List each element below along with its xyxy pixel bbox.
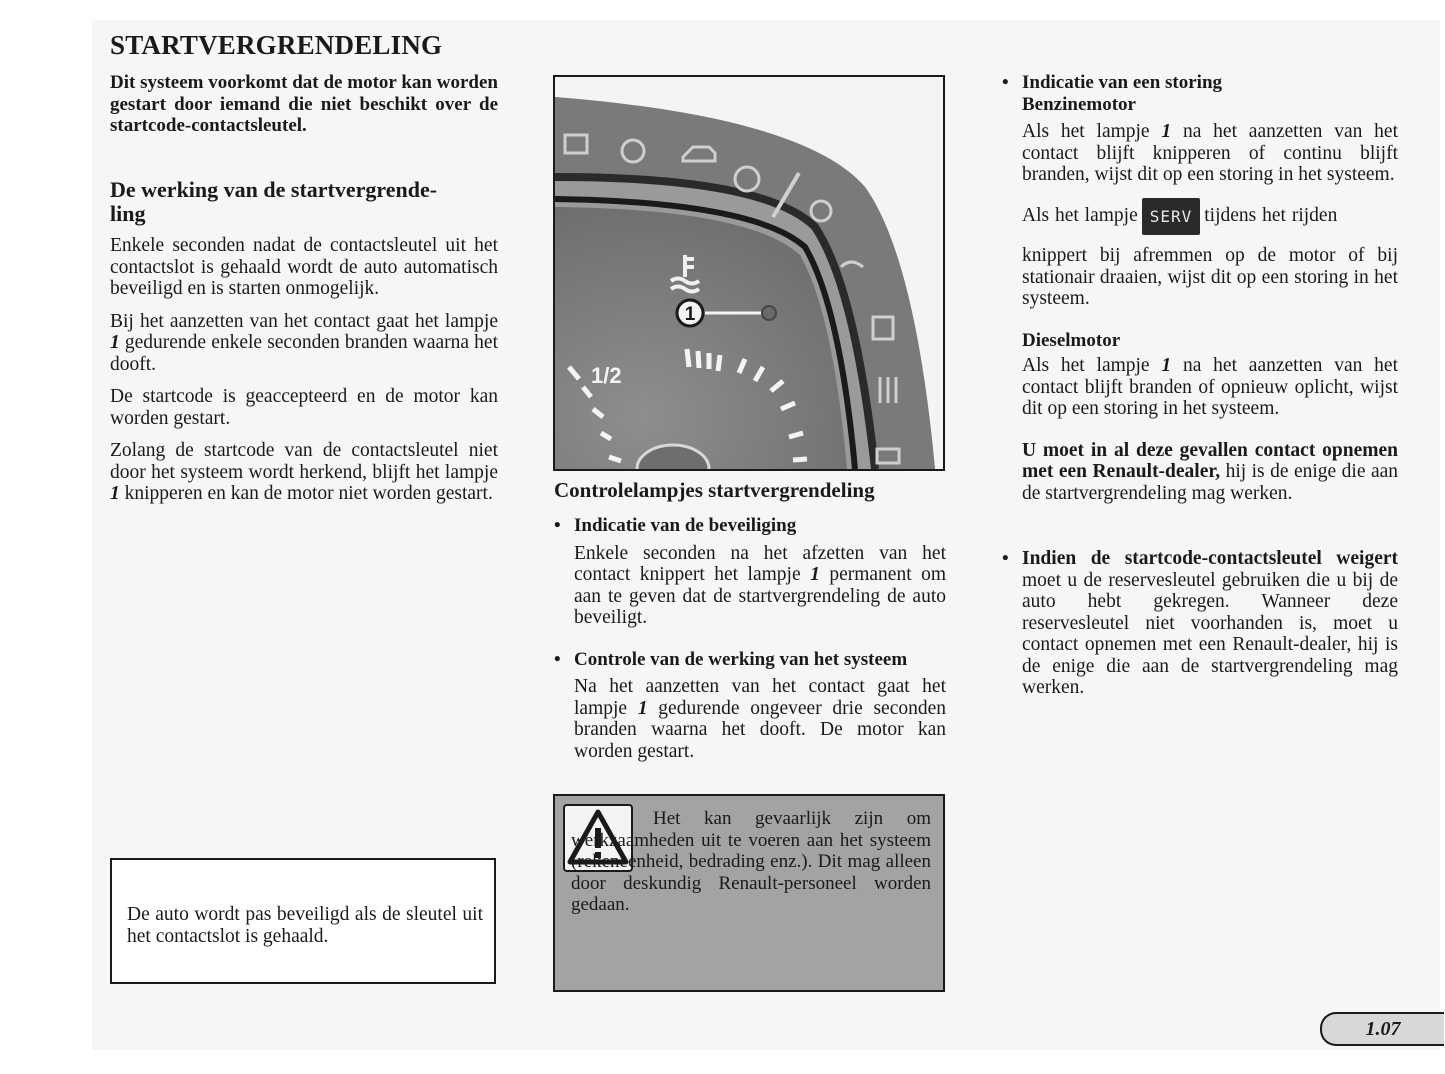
bullet-dot-icon: • bbox=[554, 515, 561, 536]
bullet-weigert bbox=[1002, 548, 1398, 699]
bullet-dot-icon: • bbox=[554, 648, 561, 670]
warning-box bbox=[553, 794, 945, 992]
bullet-controle bbox=[554, 649, 946, 763]
paragraph: Indien de startcode-contactsleutel weigert moet u de reservesleutel gebruiken die u bij de auto hebt gekregen. Wanneer deze reservesleutel niet voorhanden is, moet u contact opnemen met een Renault-dealer, hij is de enige die aan de startvergrendeling mag werken. bbox=[1022, 548, 1398, 698]
serv-warning-icon: SERV bbox=[1142, 198, 1201, 236]
dashboard-illustration bbox=[553, 75, 945, 471]
subheading-dieselmotor: Dieselmotor bbox=[1022, 329, 1121, 351]
note-box bbox=[110, 858, 496, 984]
section-storing bbox=[1002, 72, 1398, 699]
paragraph: Zolang de startcode van de contactsleutel niet door het systeem wordt herkend, blijft het lampje 1 knipperen en kan de motor niet worden gestart. bbox=[110, 440, 498, 504]
gauge-label: 1/2 bbox=[591, 363, 622, 388]
page-number: 1.07 bbox=[1320, 1012, 1444, 1046]
paragraph: De startcode is geaccepteerd en de motor kan worden gestart. bbox=[110, 386, 498, 429]
paragraph: knippert bij afremmen op de motor of bij stationair draaien, wijst dit op een storing in het systeem. bbox=[1022, 245, 1398, 309]
bullet-dot-icon: • bbox=[1002, 72, 1009, 93]
callout-label: 1 bbox=[684, 304, 696, 325]
instrument-cluster-icon bbox=[555, 77, 943, 469]
paragraph: Als het lampje SERV tijdens het rijden bbox=[1022, 198, 1398, 236]
bullet-heading: Controle van de werking van het systeem bbox=[574, 648, 908, 670]
section-werking-heading bbox=[110, 178, 498, 226]
heading-line-2: ling bbox=[110, 201, 146, 226]
paragraph: Enkele seconden nadat de contactsleutel uit het contactslot is gehaald wordt de auto automatisch beveiligd en is starten onmogelijk. bbox=[110, 235, 498, 299]
paragraph: Bij het aanzetten van het contact gaat het lampje 1 gedurende enkele seconden branden waarna het dooft. bbox=[110, 310, 498, 375]
bullet-heading: Indicatie van de beveiliging bbox=[574, 515, 797, 536]
warning-text: Het kan gevaarlijk zijn om werkzaamheden uit te voeren aan het systeem (rekeneenheid, bedrading enz.). Dit mag alleen door deskundig Renault-personeel worden gedaan. bbox=[571, 808, 931, 915]
bullet-heading: Indicatie van een storing bbox=[1022, 72, 1223, 93]
page-title: STARTVERGRENDELING bbox=[110, 30, 443, 60]
section-controlelampjes bbox=[554, 478, 946, 762]
subheading-benzinemotor: Benzinemotor bbox=[1022, 93, 1136, 115]
note-text: De auto wordt pas beveiligd als de sleutel uit het contactslot is gehaald. bbox=[127, 904, 483, 947]
paragraph: Na het aanzetten van het contact gaat het lampje 1 gedurende ongeveer drie seconden branden waarna het dooft. De motor kan worden gestart. bbox=[574, 676, 947, 762]
section-controlelampjes-heading: Controlelampjes startvergrendeling bbox=[554, 478, 875, 502]
paragraph: Als het lampje 1 na het aanzetten van het contact blijft knipperen of continu blijft branden, wijst dit op een storing in het systeem. bbox=[1022, 121, 1399, 185]
section-werking bbox=[110, 178, 498, 516]
paragraph: U moet in al deze gevallen contact opnemen met een Renault-dealer, hij is de enige die aan de startvergrendeling mag werken. bbox=[1022, 439, 1399, 504]
bullet-dot-icon: • bbox=[1002, 548, 1009, 569]
intro-text: Dit systeem voorkomt dat de motor kan worden gestart door iemand die niet beschikt over de startcode-contactsleutel. bbox=[110, 72, 498, 136]
bullet-beveiliging bbox=[554, 515, 946, 629]
bullet-storing bbox=[1002, 72, 1398, 504]
paragraph: Als het lampje 1 na het aanzetten van het contact blijft branden of opnieuw oplicht, wijst dit op een storing in het systeem. bbox=[1022, 355, 1399, 419]
heading-line-1: De werking van de startvergrende- bbox=[110, 177, 438, 202]
paragraph: Enkele seconden na het afzetten van het contact knippert het lampje 1 permanent om aan te geven dat de startvergrendeling de auto beveiligt. bbox=[574, 542, 947, 628]
